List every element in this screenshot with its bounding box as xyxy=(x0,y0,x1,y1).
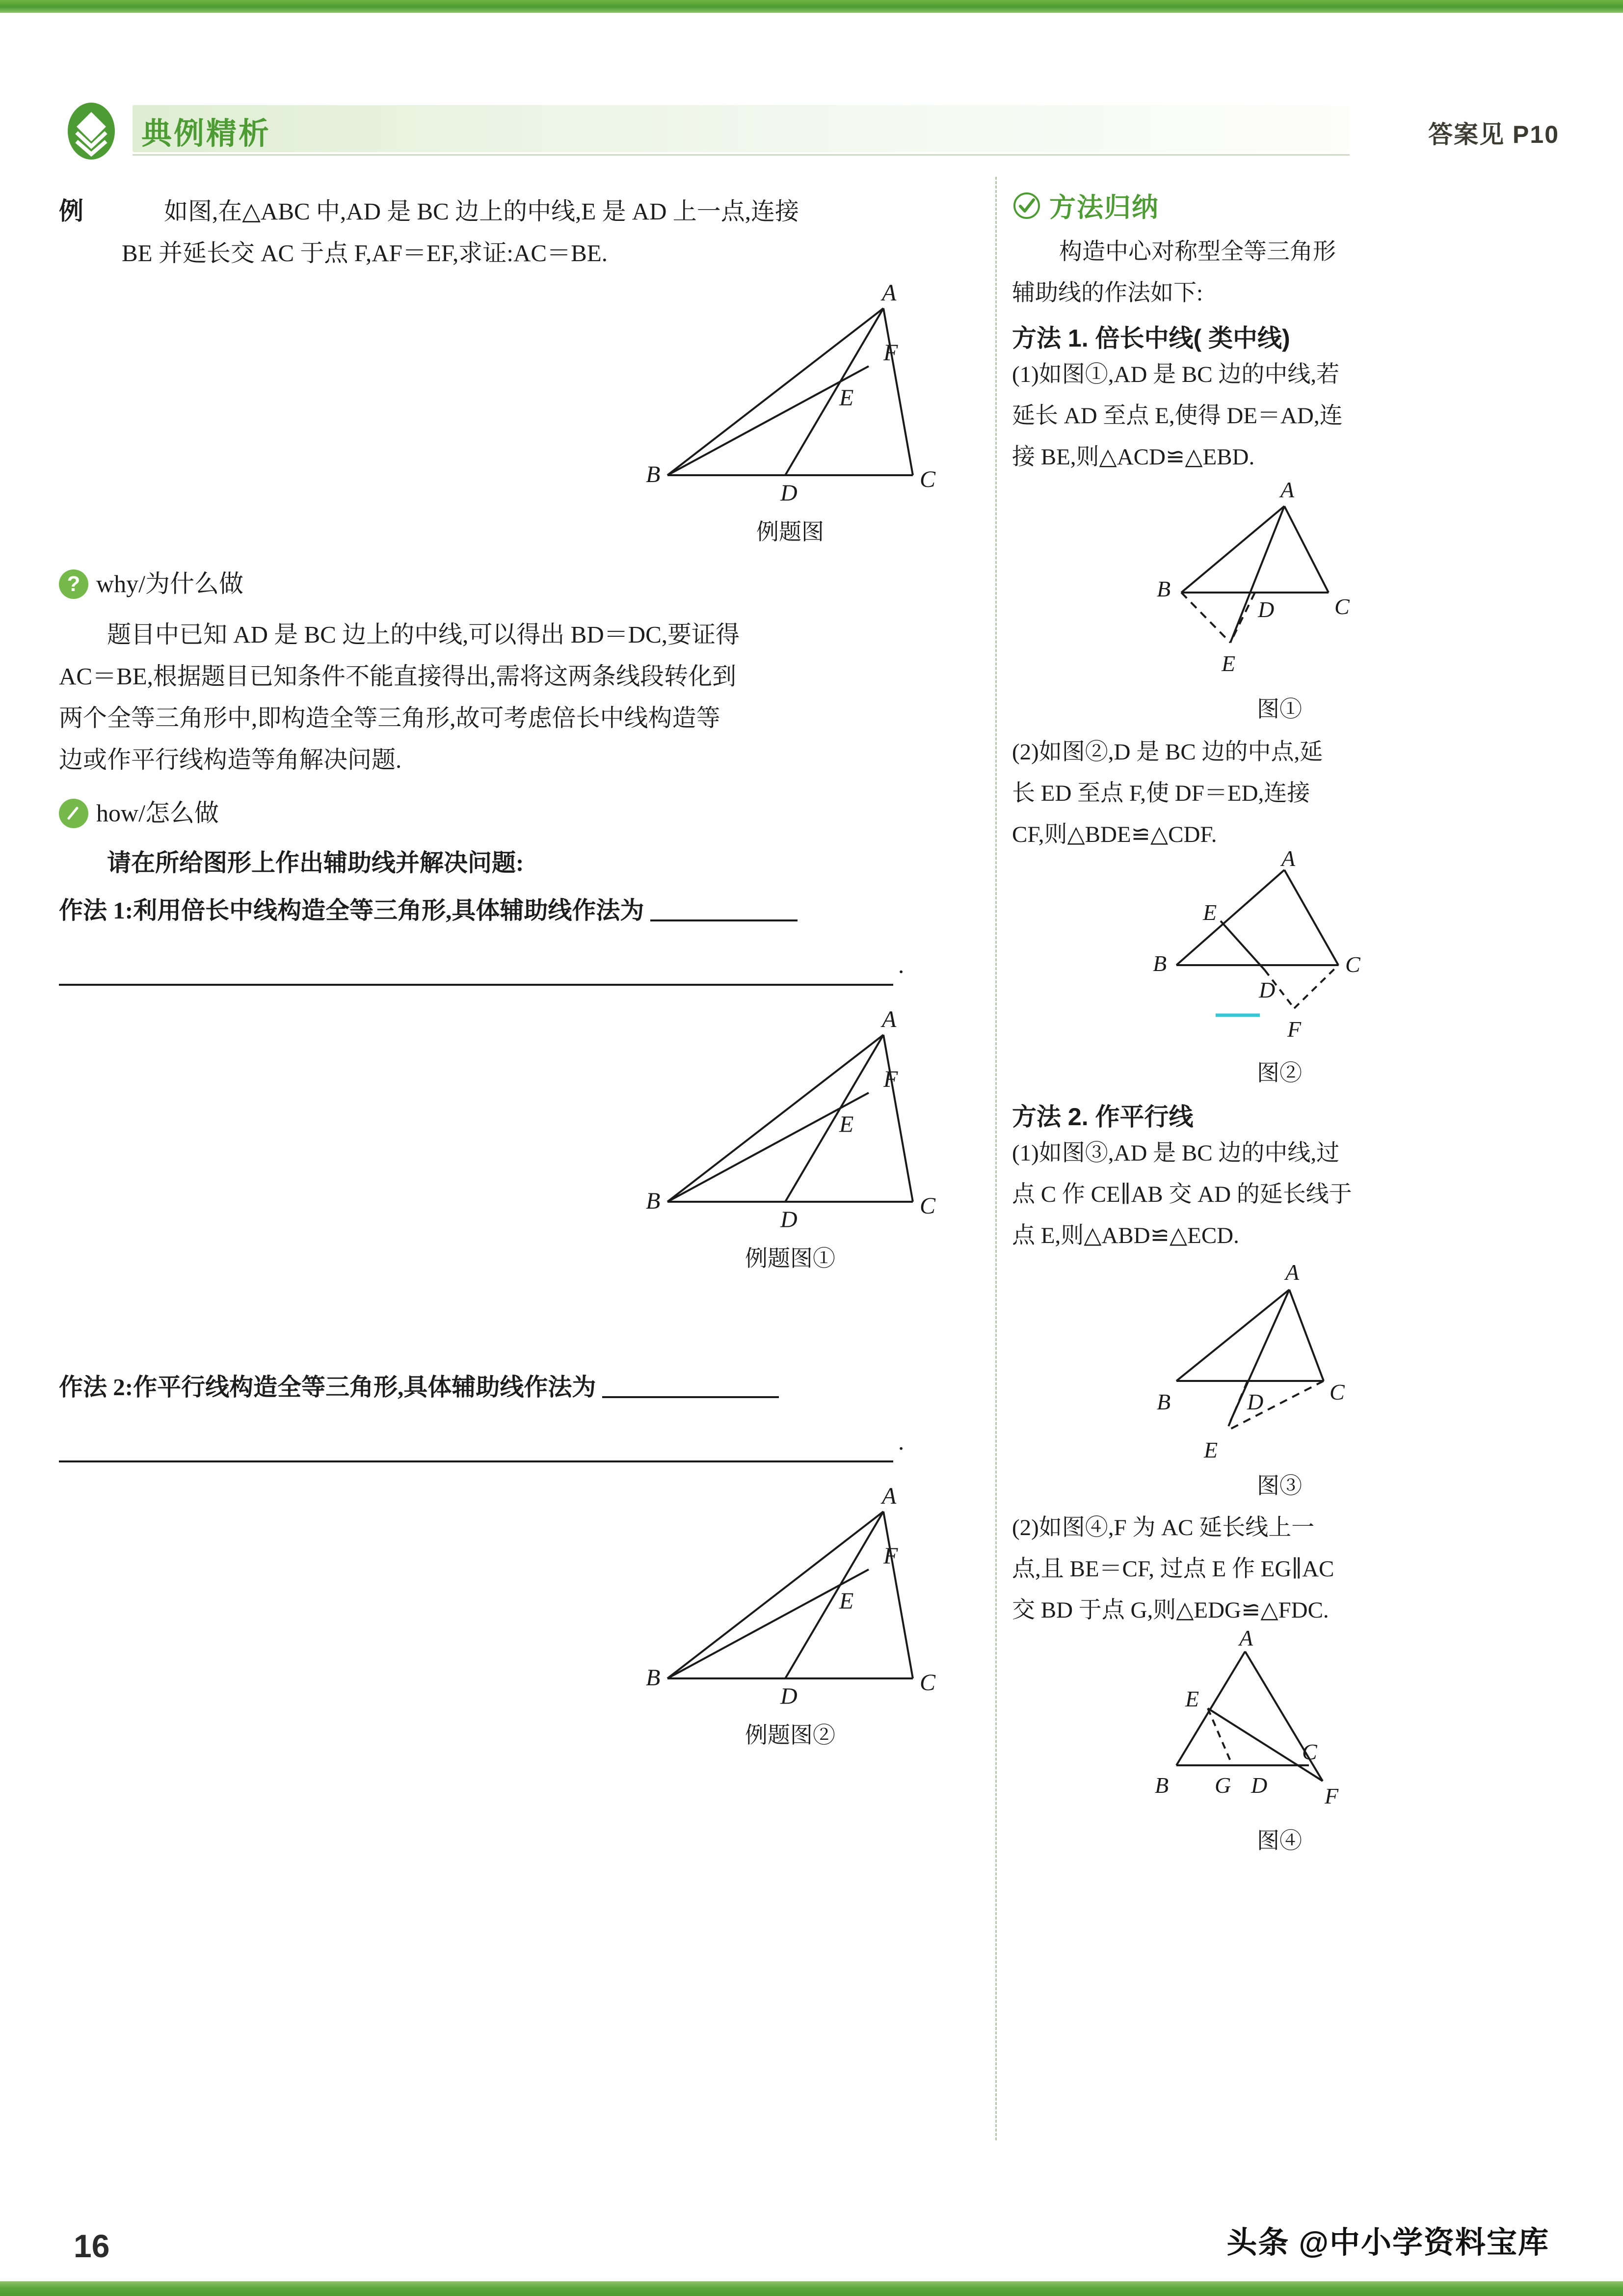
method1-heading: 方法 1. 倍长中线( 类中线) xyxy=(1012,324,1290,352)
vertex-label-E: E xyxy=(1185,1686,1199,1711)
problem-statement xyxy=(59,190,1006,274)
why-heading xyxy=(59,563,1006,605)
problem-line-2: BE 并延长交 AC 于点 F,AF＝EF,求证:AC＝BE. xyxy=(122,240,608,267)
question-mark-icon: ? xyxy=(59,569,88,599)
figure-3-caption: 图③ xyxy=(1257,1473,1302,1498)
m1-p1-line-3: 接 BE,则△ACD≌△EBD. xyxy=(1012,444,1255,470)
method1-part1 xyxy=(1012,354,1547,478)
m2-p1-line-1: (1)如图③,AD 是 BC 边的中线,过 xyxy=(1012,1140,1340,1166)
header-gradient-band xyxy=(133,105,1350,152)
top-green-rule xyxy=(0,0,1623,13)
method1-prompt xyxy=(59,890,1006,931)
vertex-label-C: C xyxy=(920,1193,936,1219)
page-header xyxy=(59,102,1559,157)
vertex-label-B: B xyxy=(1153,951,1167,976)
vertex-label-A: A xyxy=(1280,477,1295,502)
vertex-label-A: A xyxy=(882,1483,897,1509)
how-heading xyxy=(59,792,1006,834)
figure-1-caption: 图① xyxy=(1257,697,1302,722)
vertex-label-E: E xyxy=(839,1588,854,1614)
figure-example-svg xyxy=(638,279,942,510)
vertex-label-F: F xyxy=(883,1543,898,1569)
why-title: why/为什么做 xyxy=(96,570,243,597)
why-paragraph xyxy=(59,614,937,781)
method1-part2 xyxy=(1012,731,1547,855)
vertex-label-C: C xyxy=(920,466,936,492)
why-line-3: 两个全等三角形中,即构造全等三角形,故可考虑倍长中线构造等 xyxy=(59,704,720,731)
vertex-label-B: B xyxy=(1155,1773,1169,1798)
page-title: 典例精析 xyxy=(141,117,271,151)
vertex-label-D: D xyxy=(780,480,798,506)
m1-p2-line-1: (2)如图②,D 是 BC 边的中点,延 xyxy=(1012,739,1323,765)
method-summary-title: 方法归纳 xyxy=(1049,193,1159,222)
check-circle-icon xyxy=(1012,191,1041,220)
m2-p1-line-2: 点 C 作 CE∥AB 交 AD 的延长线于 xyxy=(1012,1182,1352,1207)
vertex-label-A: A xyxy=(1239,1625,1253,1650)
vertex-label-C: C xyxy=(1334,594,1350,619)
why-line-1: 题目中已知 AD 是 BC 边上的中线,可以得出 BD＝DC,要证得 xyxy=(107,621,740,648)
method2-part1 xyxy=(1012,1133,1547,1256)
vertex-label-D: D xyxy=(1251,1773,1268,1798)
how-title: how/怎么做 xyxy=(96,799,219,827)
method1-label: 作法 1:利用倍长中线构造全等三角形,具体辅助线作法为 xyxy=(59,897,644,924)
m1-p2-line-2: 长 ED 至点 F,使 DF＝ED,连接 xyxy=(1012,781,1310,806)
figure-1 xyxy=(1142,477,1417,724)
figure-2-caption: 图② xyxy=(1257,1060,1302,1085)
method-summary-intro xyxy=(1012,231,1547,314)
answer-reference: 答案见 P10 xyxy=(1428,121,1559,148)
m2-p2-line-2: 点,且 BE＝CF, 过点 E 作 EG∥AC xyxy=(1012,1556,1334,1582)
vertex-label-A: A xyxy=(882,1006,897,1032)
vertex-label-B: B xyxy=(1157,1389,1171,1414)
m2-p2-line-3: 交 BD 于点 G,则△EDG≌△FDC. xyxy=(1012,1597,1329,1623)
figure-example-1-caption: 例题图① xyxy=(745,1246,835,1271)
method2-answer-rule[interactable] xyxy=(59,1460,893,1462)
vertex-label-E: E xyxy=(839,1111,854,1137)
vertex-label-F: F xyxy=(883,340,898,366)
vertex-label-F: F xyxy=(1325,1783,1339,1809)
m1-p1-line-1: (1)如图①,AD 是 BC 边的中线,若 xyxy=(1012,362,1340,387)
how-instruction: 请在所给图形上作出辅助线并解决问题: xyxy=(107,849,524,876)
why-block xyxy=(59,563,1006,781)
vertex-label-C: C xyxy=(1330,1379,1345,1405)
vertex-label-E: E xyxy=(839,385,854,411)
figure-example-1 xyxy=(638,1005,942,1273)
problem-line-1: 如图,在△ABC 中,AD 是 BC 边上的中线,E 是 AD 上一点,连接 xyxy=(164,198,799,225)
vertex-label-B: B xyxy=(646,1188,661,1214)
figure-example-2-svg xyxy=(638,1482,942,1713)
watermark: 头条 @中小学资料宝库 xyxy=(1226,2226,1549,2260)
figure-4-caption: 图④ xyxy=(1257,1828,1302,1853)
how-block xyxy=(59,792,1006,1750)
layered-diamond-icon xyxy=(59,102,124,160)
method1-period: . xyxy=(898,951,905,978)
figure-example-caption: 例题图 xyxy=(756,519,824,544)
method1-answer-rule-row[interactable] xyxy=(59,944,1006,986)
m1-p2-line-3: CF,则△BDE≌△CDF. xyxy=(1012,822,1217,847)
figure-example-2 xyxy=(638,1482,942,1750)
method1-answer-blank[interactable] xyxy=(650,919,798,921)
left-column xyxy=(59,187,1006,2150)
vertex-label-D: D xyxy=(780,1683,798,1709)
why-line-4: 边或作平行线构造等角解决问题. xyxy=(59,746,402,773)
vertex-label-E: E xyxy=(1203,900,1217,925)
method2-prompt xyxy=(59,1366,1006,1408)
method-summary-heading xyxy=(1012,187,1547,224)
method2-period: . xyxy=(898,1428,905,1455)
vertex-label-C: C xyxy=(1345,952,1360,977)
vertex-label-D: D xyxy=(780,1207,798,1233)
vertex-label-E: E xyxy=(1204,1437,1218,1462)
intro-line-1: 构造中心对称型全等三角形 xyxy=(1059,239,1336,265)
figure-3 xyxy=(1142,1259,1417,1500)
bottom-green-rule xyxy=(0,2281,1623,2296)
page-number: 16 xyxy=(74,2228,110,2264)
vertex-label-D: D xyxy=(1247,1389,1264,1414)
example-label: 例 xyxy=(59,197,83,225)
method2-part2 xyxy=(1012,1507,1547,1631)
vertex-label-B: B xyxy=(646,1665,661,1691)
vertex-label-C: C xyxy=(1302,1739,1317,1764)
pencil-icon xyxy=(59,799,88,828)
vertex-label-F: F xyxy=(1287,1017,1302,1042)
m1-p1-line-2: 延长 AD 至点 E,使得 DE＝AD,连 xyxy=(1012,403,1343,429)
vertex-label-A: A xyxy=(882,280,897,306)
vertex-label-D: D xyxy=(1259,977,1276,1002)
method2-answer-rule-row[interactable] xyxy=(59,1421,1006,1462)
vertex-label-D: D xyxy=(1258,597,1275,622)
figure-example xyxy=(638,279,942,546)
vertex-label-B: B xyxy=(1157,576,1171,601)
vertex-label-E: E xyxy=(1222,651,1236,676)
vertex-label-C: C xyxy=(920,1670,936,1696)
m2-p1-line-3: 点 E,则△ABD≌△ECD. xyxy=(1012,1223,1239,1248)
right-column xyxy=(1012,187,1547,2239)
m2-p2-line-1: (2)如图④,F 为 AC 延长线上一 xyxy=(1012,1515,1315,1540)
why-line-2: AC＝BE,根据题目已知条件不能直接得出,需将这两条线段转化到 xyxy=(59,663,737,690)
figure-example-1-svg xyxy=(638,1005,942,1236)
method2-heading: 方法 2. 作平行线 xyxy=(1012,1103,1194,1131)
vertex-label-F: F xyxy=(883,1066,898,1092)
figure-2 xyxy=(1142,846,1417,1087)
method2-answer-blank[interactable] xyxy=(602,1396,779,1398)
header-underline xyxy=(133,154,1350,156)
vertex-label-A: A xyxy=(1285,1260,1300,1285)
vertex-label-B: B xyxy=(646,461,661,487)
method1-answer-rule[interactable] xyxy=(59,984,893,986)
figure-2-svg xyxy=(1142,846,1417,1074)
figure-example-2-caption: 例题图② xyxy=(745,1723,835,1748)
method2-label: 作法 2:作平行线构造全等三角形,具体辅助线作法为 xyxy=(59,1374,596,1401)
intro-line-2: 辅助线的作法如下: xyxy=(1012,280,1203,306)
figure-4 xyxy=(1142,1625,1417,1855)
vertex-label-G: G xyxy=(1215,1773,1231,1798)
vertex-label-A: A xyxy=(1281,846,1296,871)
